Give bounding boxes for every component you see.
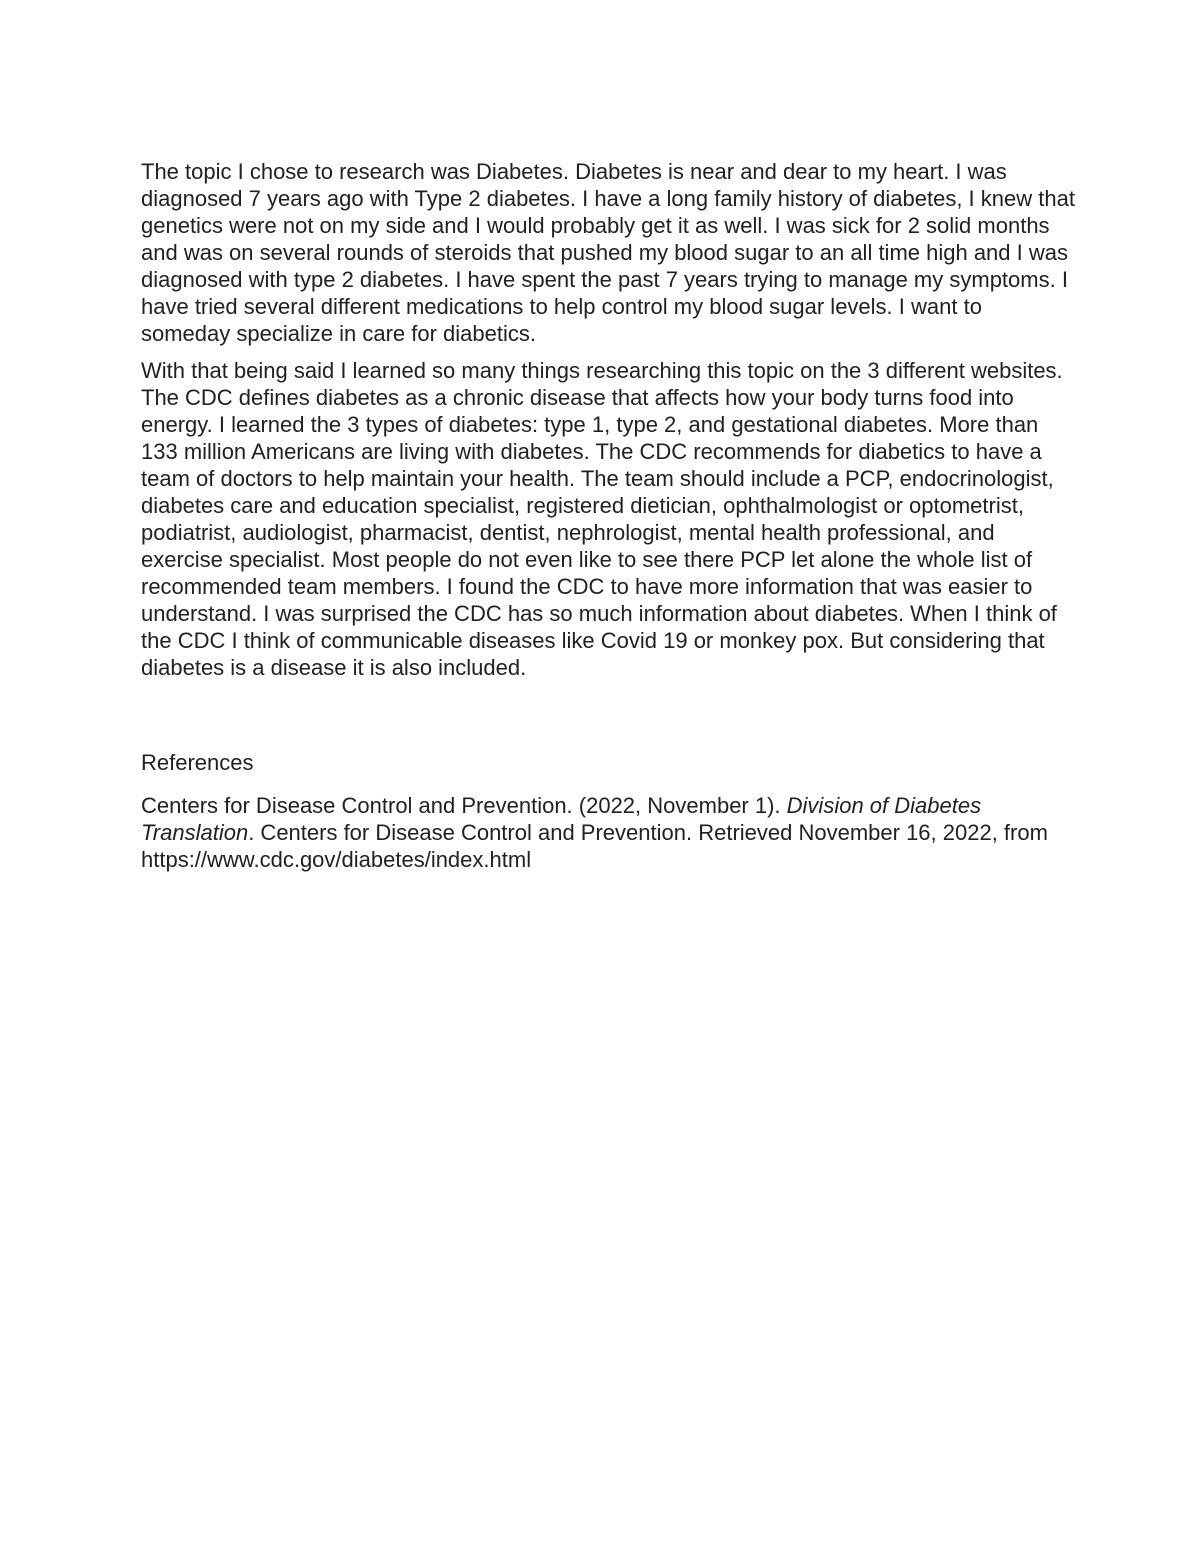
document-body [141,158,1076,873]
paragraph-research: With that being said I learned so many things researching this topic on the 3 different websites. The CDC defines diabetes as a chronic disease that affects how your body turns food into energy. I learned the 3 types of diabetes: type 1, type 2, and gestational diabetes. More than 133 million Americans are living with diabetes. The CDC recommends for diabetics to have a team of doctors to help maintain your health. The team should include a PCP, endocrinologist, diabetes care and education specialist, registered dietician, ophthalmologist or optometrist, podiatrist, audiologist, pharmacist, dentist, nephrologist, mental health professional, and exercise specialist. Most people do not even like to see there PCP let alone the whole list of recommended team members. I found the CDC to have more information that was easier to understand. I was surprised the CDC has so much information about diabetes. When I think of the CDC I think of communicable diseases like Covid 19 or monkey pox. But considering that diabetes is a disease it is also included. [141,358,1063,680]
section-spacer [141,691,1076,749]
citation-title: Division of Diabetes Translation [141,793,982,845]
citation-rest: . Centers for Disease Control and Prevention. Retrieved November 16, 2022, from https://www.cdc.gov/diabetes/index.html [141,820,1048,872]
citation-author-date: Centers for Disease Control and Prevention. (2022, November 1). [141,793,787,818]
paragraph-intro: The topic I chose to research was Diabetes. Diabetes is near and dear to my heart. I was diagnosed 7 years ago with Type 2 diabetes. I have a long family history of diabetes, I knew that genetics were not on my side and I would probably get it as well. I was sick for 2 solid months and was on several rounds of steroids that pushed my blood sugar to an all time high and I was diagnosed with type 2 diabetes. I have spent the past 7 years trying to manage my symptoms. I have tried several different medications to help control my blood sugar levels. I want to someday specialize in care for diabetics. [141,159,1075,346]
references-heading: References [141,750,254,775]
reference-citation [141,792,1076,873]
